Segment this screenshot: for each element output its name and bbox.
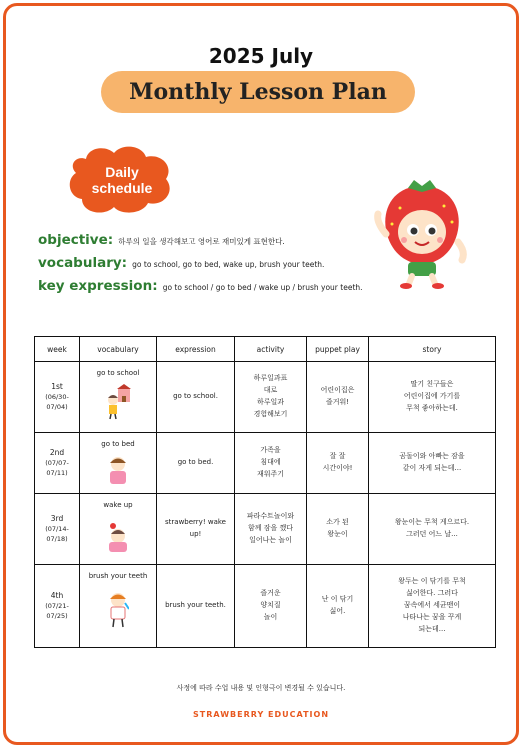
objective-text: 하루의 일을 생각해보고 영어로 재미있게 표현한다. xyxy=(118,237,285,246)
vocabulary-cell xyxy=(80,362,157,433)
expression-cell: strawberry! wake up! xyxy=(157,494,235,565)
week-number: 3rd xyxy=(50,514,64,524)
child-bed-icon xyxy=(107,453,129,487)
story-cell: 왕두는 이 닦기를 무척 싫어한다. 그러다 꿈속에서 세균맨이 나타나는 꿈을 꾸게 되는데... xyxy=(369,565,496,648)
lesson-table xyxy=(34,336,496,648)
week-dates: (07/07-07/11) xyxy=(45,459,69,477)
year-month: 2025 July xyxy=(208,44,314,68)
story-cell: 왕눈이는 무척 게으르다. 그러던 어느 날... xyxy=(369,494,496,565)
week-cell xyxy=(35,433,80,494)
week-dates: (07/21-07/25) xyxy=(45,602,69,620)
expression-cell: go to bed. xyxy=(157,433,235,494)
puppet-cell: 난 이 닦기 싫어. xyxy=(307,565,369,648)
key-expression-label: key expression: xyxy=(38,278,158,294)
week-cell xyxy=(35,362,80,433)
badge-line2: schedule xyxy=(91,180,153,196)
title-banner xyxy=(101,71,415,113)
objective-line xyxy=(38,229,285,248)
vocabulary-label: vocabulary: xyxy=(38,255,128,271)
table-header-row xyxy=(35,337,496,362)
vocabulary-cell xyxy=(80,433,157,494)
vocabulary-text: go to school, go to bed, wake up, brush your teeth. xyxy=(132,260,325,269)
vocabulary-text: wake up xyxy=(103,501,133,509)
story-cell: 곰돌이와 아빠는 잠을 같이 자게 되는데... xyxy=(369,433,496,494)
col-expression: expression xyxy=(157,337,235,362)
child-brushing-icon xyxy=(107,589,129,629)
week-cell xyxy=(35,565,80,648)
child-school-icon xyxy=(105,384,131,420)
daily-schedule-badge xyxy=(66,145,176,215)
table-row xyxy=(35,362,496,433)
activity-cell: 가족을 침대에 재워주기 xyxy=(235,433,307,494)
week-number: 4th xyxy=(50,591,64,601)
col-week: week xyxy=(35,337,80,362)
vocabulary-text: go to bed xyxy=(101,440,135,448)
week-number: 2nd xyxy=(49,448,65,458)
expression-cell: brush your teeth. xyxy=(157,565,235,648)
vocabulary-cell xyxy=(80,494,157,565)
vocabulary-cell xyxy=(80,565,157,648)
col-puppet-play: puppet play xyxy=(307,337,369,362)
child-waking-icon xyxy=(107,520,129,554)
puppet-cell: 어린이집은 즐거워! xyxy=(307,362,369,433)
puppet-cell: 잘 잘 시간이야! xyxy=(307,433,369,494)
col-story: story xyxy=(369,337,496,362)
activity-cell: 파라수트놀이와 함께 잠을 깼다 일어나는 놀이 xyxy=(235,494,307,565)
table-row xyxy=(35,494,496,565)
col-vocabulary: vocabulary xyxy=(80,337,157,362)
change-notice: 사정에 따라 수업 내용 및 인형극이 변경될 수 있습니다. xyxy=(176,684,346,692)
activity-cell: 하루일과표 대로 하루일과 경험해보기 xyxy=(235,362,307,433)
week-number: 1st xyxy=(51,382,63,392)
week-dates: (06/30-07/04) xyxy=(45,393,69,411)
brand-name: STRAWBERRY EDUCATION xyxy=(192,710,330,719)
table-row xyxy=(35,565,496,648)
col-activity: activity xyxy=(235,337,307,362)
page-title: Monthly Lesson Plan xyxy=(129,79,387,105)
vocabulary-text: go to school xyxy=(96,369,140,377)
key-expression-text: go to school / go to bed / wake up / brush your teeth. xyxy=(162,283,363,292)
vocabulary-line xyxy=(38,252,324,271)
objective-label: objective: xyxy=(38,232,114,248)
table-row xyxy=(35,433,496,494)
activity-cell: 즐거운 양치질 놀이 xyxy=(235,565,307,648)
expression-cell: go to school. xyxy=(157,362,235,433)
strawberry-mascot-icon xyxy=(374,178,470,290)
story-cell: 딸기 친구들은 어린이집에 가기를 무척 좋아하는데. xyxy=(369,362,496,433)
vocabulary-text: brush your teeth xyxy=(88,572,148,580)
week-cell xyxy=(35,494,80,565)
puppet-cell: 소가 된 왕눈이 xyxy=(307,494,369,565)
key-expression-line xyxy=(38,275,363,294)
badge-line1: Daily xyxy=(105,164,139,180)
week-dates: (07/14-07/18) xyxy=(45,525,69,543)
